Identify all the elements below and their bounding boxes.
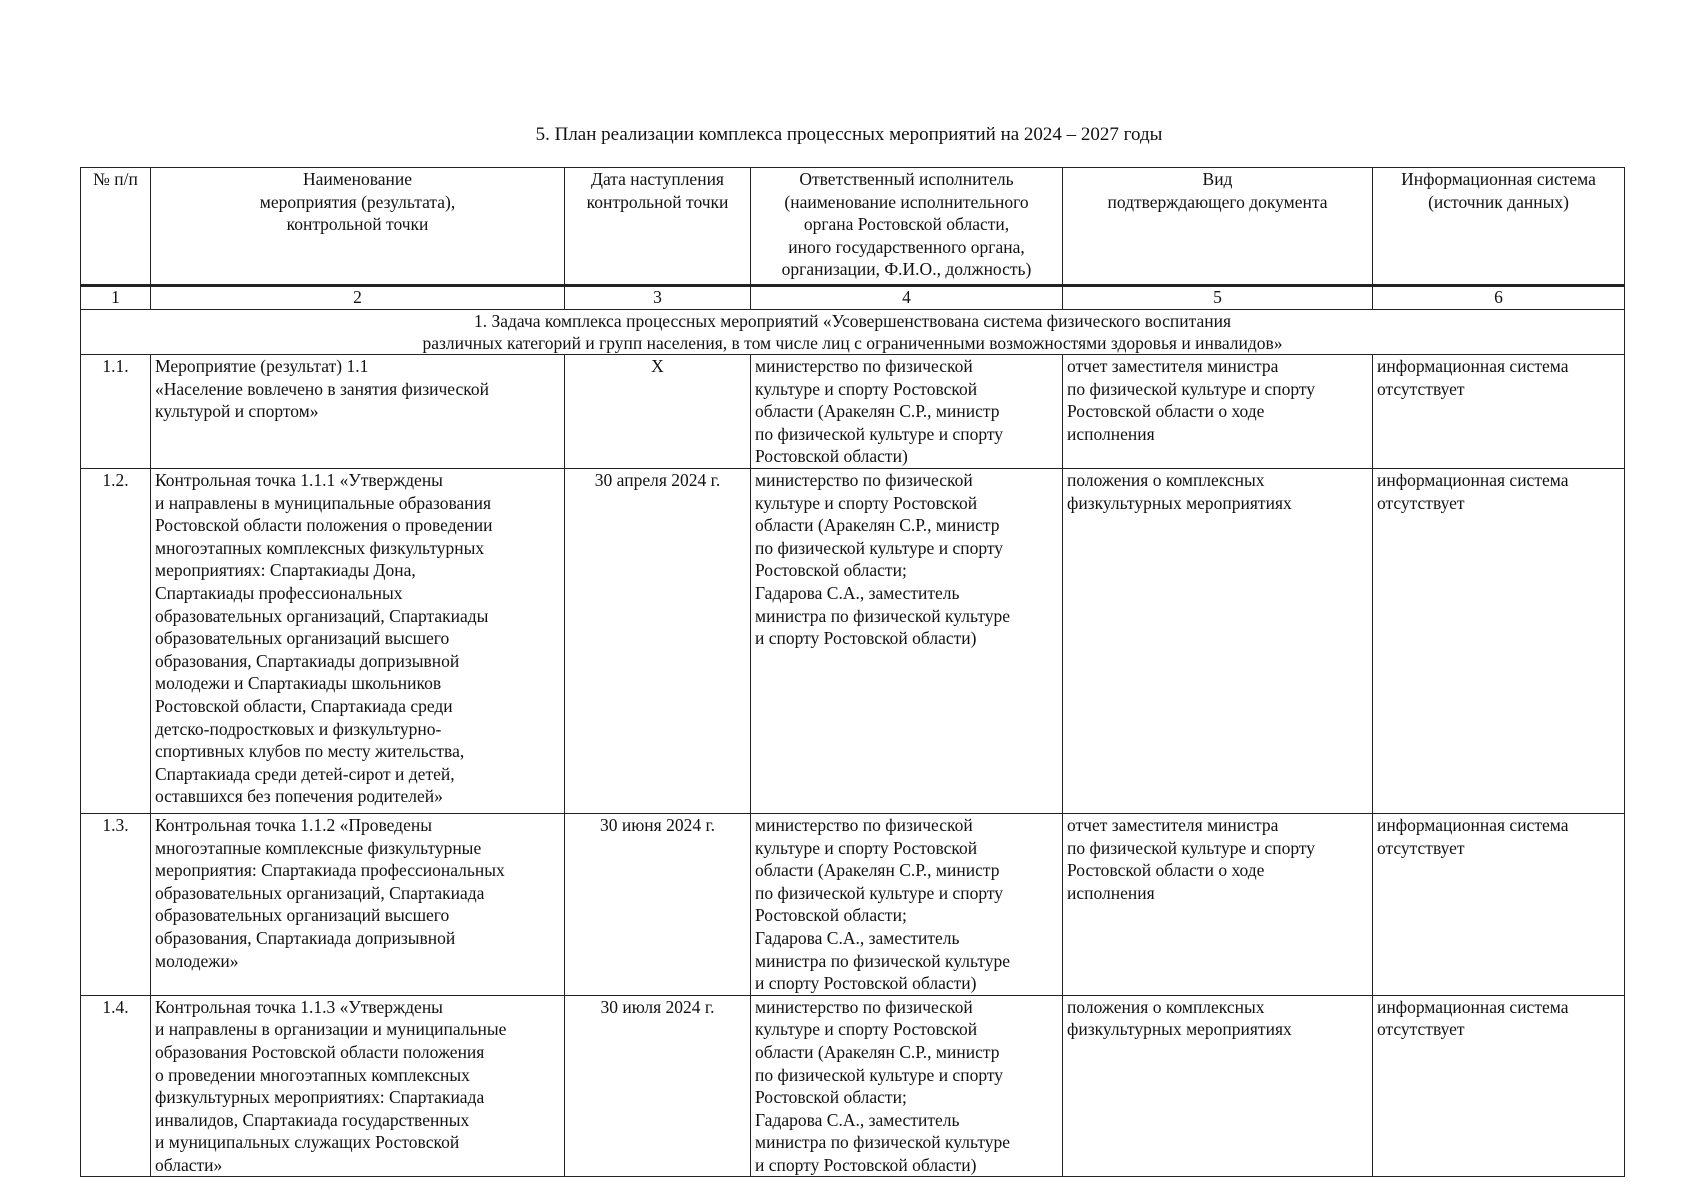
row-document: отчет заместителя министра по физической культуре и спорту Ростовской области о ходе исполнения bbox=[1063, 355, 1373, 469]
row-document: положения о комплексных физкультурных мероприятиях bbox=[1063, 468, 1373, 813]
column-number: 6 bbox=[1373, 286, 1625, 310]
row-name: Контрольная точка 1.1.1 «Утверждены и направлены в муниципальные образования Ростовской области положения о проведении многоэтапных комплексных физкультурных мероприятиях: Спартакиады Дона, Спартакиады профессиональных образовательных организаций, Спартакиады образовательных организаций высшего образования, Спартакиады допризывной молодежи и Спартакиады школьников Ростовской области, Спартакиада среди детско-подростковых и физкультурно- спортивных клубов по месту жительства, Спартакиада среди детей-сирот и детей, оставшихся без попечения родителей» bbox=[151, 468, 565, 813]
header-num: № п/п bbox=[81, 168, 151, 286]
row-date: 30 июля 2024 г. bbox=[565, 995, 751, 1177]
header-executor: Ответственный исполнитель (наименование исполнительного органа Ростовской области, иного государственного органа, организации, Ф.И.О., должность) bbox=[751, 168, 1063, 286]
document-title: 5. План реализации комплекса процессных мероприятий на 2024 – 2027 годы bbox=[535, 124, 1163, 145]
task-row bbox=[81, 310, 1625, 355]
row-system: информационная система отсутствует bbox=[1373, 468, 1625, 813]
row-system: информационная система отсутствует bbox=[1373, 813, 1625, 995]
row-executor: министерство по физической культуре и спорту Ростовской области (Аракелян С.Р., министр по физической культуре и спорту Ростовской области; Гадарова С.А., заместитель министра по физической культуре и спорту Ростовской области) bbox=[751, 468, 1063, 813]
row-executor: министерство по физической культуре и спорту Ростовской области (Аракелян С.Р., министр по физической культуре и спорту Ростовской области; Гадарова С.А., заместитель министра по физической культуре и спорту Ростовской области) bbox=[751, 995, 1063, 1177]
task-title: 1. Задача комплекса процессных мероприятий «Усовершенствована система физического воспитания различных категорий и групп населения, в том числе лиц с ограниченными возможностями здоровья и инвалидов» bbox=[81, 310, 1625, 355]
row-name: Контрольная точка 1.1.3 «Утверждены и направлены в организации и муниципальные образования Ростовской области положения о проведении многоэтапных комплексных физкультурных мероприятиях: Спартакиада инвалидов, Спартакиада государственных и муниципальных служащих Ростовской области» bbox=[151, 995, 565, 1177]
header-system: Информационная система (источник данных) bbox=[1373, 168, 1625, 286]
row-system: информационная система отсутствует bbox=[1373, 995, 1625, 1177]
row-document: отчет заместителя министра по физической культуре и спорту Ростовской области о ходе исполнения bbox=[1063, 813, 1373, 995]
table-row bbox=[81, 468, 1625, 813]
column-number: 2 bbox=[151, 286, 565, 310]
row-num: 1.1. bbox=[81, 355, 151, 469]
table-row bbox=[81, 355, 1625, 469]
row-date: Х bbox=[565, 355, 751, 469]
column-number: 5 bbox=[1063, 286, 1373, 310]
row-executor: министерство по физической культуре и спорту Ростовской области (Аракелян С.Р., министр по физической культуре и спорту Ростовской области) bbox=[751, 355, 1063, 469]
row-system: информационная система отсутствует bbox=[1373, 355, 1625, 469]
row-num: 1.2. bbox=[81, 468, 151, 813]
header-date: Дата наступления контрольной точки bbox=[565, 168, 751, 286]
column-number: 3 bbox=[565, 286, 751, 310]
table-row bbox=[81, 813, 1625, 995]
header-document: Вид подтверждающего документа bbox=[1063, 168, 1373, 286]
row-date: 30 июня 2024 г. bbox=[565, 813, 751, 995]
table-row bbox=[81, 995, 1625, 1177]
row-document: положения о комплексных физкультурных мероприятиях bbox=[1063, 995, 1373, 1177]
header-name: Наименование мероприятия (результата), контрольной точки bbox=[151, 168, 565, 286]
row-date: 30 апреля 2024 г. bbox=[565, 468, 751, 813]
column-number: 1 bbox=[81, 286, 151, 310]
row-executor: министерство по физической культуре и спорту Ростовской области (Аракелян С.Р., министр по физической культуре и спорту Ростовской области; Гадарова С.А., заместитель министра по физической культуре и спорту Ростовской области) bbox=[751, 813, 1063, 995]
row-num: 1.3. bbox=[81, 813, 151, 995]
column-number-row bbox=[81, 286, 1625, 310]
table-header-row bbox=[81, 168, 1625, 286]
column-number: 4 bbox=[751, 286, 1063, 310]
plan-table bbox=[80, 167, 1625, 1177]
row-name: Контрольная точка 1.1.2 «Проведены многоэтапные комплексные физкультурные мероприятия: Спартакиада профессиональных образовательных организаций, Спартакиада образовательных организаций высшего образования, Спартакиада допризывной молодежи» bbox=[151, 813, 565, 995]
row-name: Мероприятие (результат) 1.1 «Население вовлечено в занятия физической культурой и спортом» bbox=[151, 355, 565, 469]
row-num: 1.4. bbox=[81, 995, 151, 1177]
